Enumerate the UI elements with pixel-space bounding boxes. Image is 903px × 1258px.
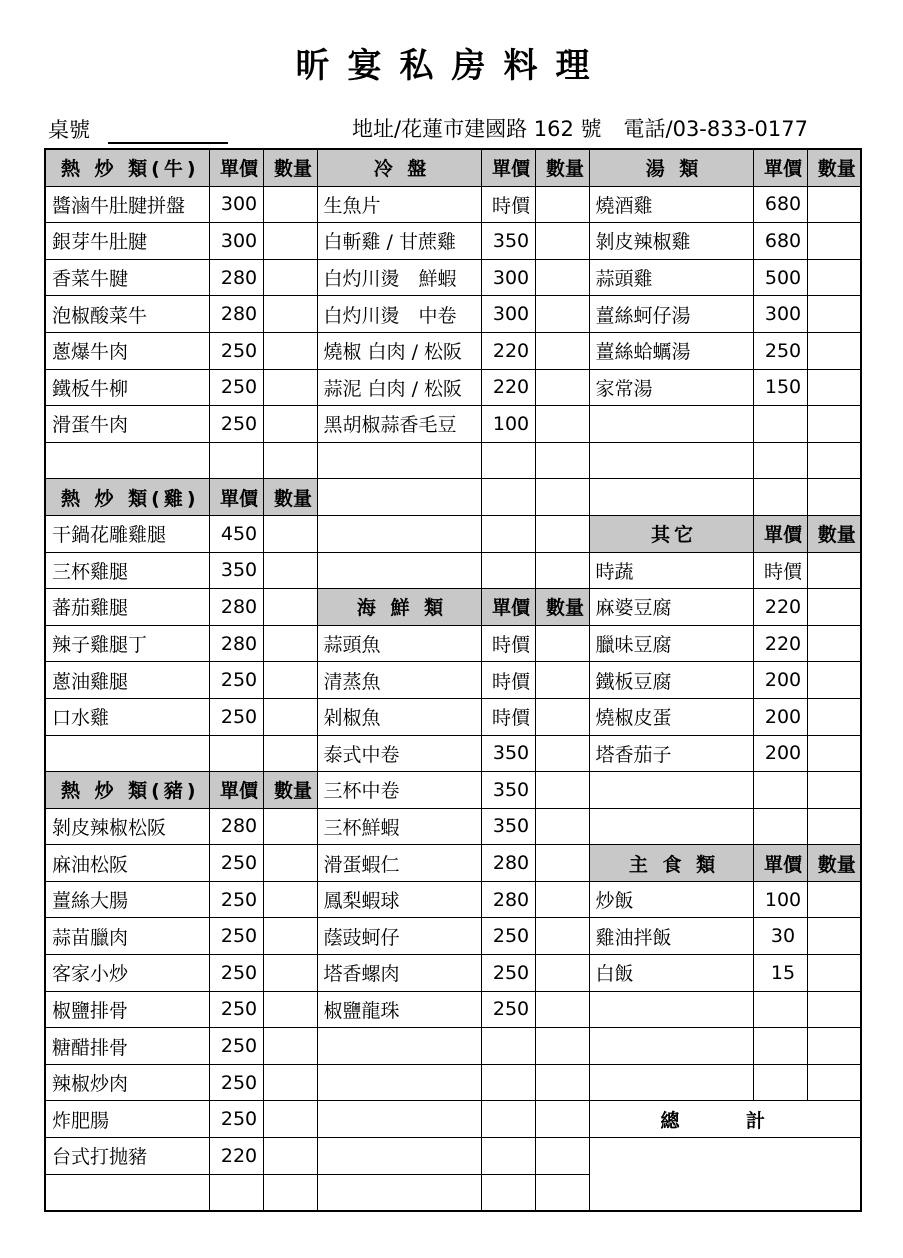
qty-cell[interactable]	[263, 808, 317, 845]
dish-price: 200	[753, 735, 807, 772]
menu-title: 昕宴私房料理	[295, 46, 608, 86]
dish-price: 200	[753, 698, 807, 735]
empty-cell	[481, 552, 535, 589]
dish-price: 500	[753, 259, 807, 296]
empty-cell	[45, 442, 209, 479]
dish-name: 白斬雞 / 甘蔗雞	[317, 223, 481, 260]
dish-price: 250	[209, 698, 263, 735]
qty-cell[interactable]	[807, 369, 861, 406]
qty-header: 數量	[535, 149, 589, 186]
dish-name: 辣子雞腿丁	[45, 625, 209, 662]
empty-cell	[535, 515, 589, 552]
qty-cell[interactable]	[535, 223, 589, 260]
dish-name: 剁椒魚	[317, 698, 481, 735]
qty-cell[interactable]	[807, 186, 861, 223]
dish-name: 黑胡椒蒜香毛豆	[317, 406, 481, 443]
dish-name: 鐵板牛柳	[45, 369, 209, 406]
dish-price: 250	[209, 662, 263, 699]
qty-cell[interactable]	[535, 698, 589, 735]
dish-price: 680	[753, 186, 807, 223]
dish-price: 220	[753, 589, 807, 626]
dish-name: 蒜頭魚	[317, 625, 481, 662]
empty-cell	[481, 515, 535, 552]
section-header-other: 其它	[589, 515, 753, 552]
table-number-line[interactable]	[108, 122, 228, 144]
dish-name: 鐵板豆腐	[589, 662, 753, 699]
menu-row	[45, 991, 861, 1028]
menu-row	[45, 918, 861, 955]
qty-cell[interactable]	[807, 735, 861, 772]
empty-cell	[263, 1174, 317, 1211]
dish-name: 客家小炒	[45, 955, 209, 992]
dish-name: 糖醋排骨	[45, 1028, 209, 1065]
qty-cell[interactable]	[263, 332, 317, 369]
dish-price: 350	[209, 552, 263, 589]
dish-price: 時價	[481, 698, 535, 735]
qty-header: 數量	[807, 149, 861, 186]
dish-name: 口水雞	[45, 698, 209, 735]
empty-cell	[317, 552, 481, 589]
price-header: 單價	[753, 515, 807, 552]
empty-cell	[589, 991, 753, 1028]
empty-cell	[317, 1174, 481, 1211]
qty-cell[interactable]	[807, 589, 861, 626]
qty-cell[interactable]	[535, 369, 589, 406]
dish-price: 250	[209, 369, 263, 406]
empty-cell	[481, 1174, 535, 1211]
dish-name: 辣椒炒肉	[45, 1064, 209, 1101]
section-header-beef: 熱 炒 類(牛)	[45, 149, 209, 186]
dish-name: 銀芽牛肚腱	[45, 223, 209, 260]
dish-name: 椒鹽排骨	[45, 991, 209, 1028]
section-header-staple: 主 食 類	[589, 845, 753, 882]
section-header-cold: 冷 盤	[317, 149, 481, 186]
empty-cell	[317, 1028, 481, 1065]
empty-cell	[535, 1101, 589, 1138]
qty-cell[interactable]	[263, 552, 317, 589]
empty-cell	[807, 442, 861, 479]
qty-header: 數量	[263, 149, 317, 186]
dish-name: 塔香螺肉	[317, 955, 481, 992]
qty-cell[interactable]	[807, 955, 861, 992]
qty-cell[interactable]	[535, 406, 589, 443]
empty-cell	[317, 479, 481, 516]
qty-cell[interactable]	[263, 955, 317, 992]
price-header: 單價	[209, 149, 263, 186]
dish-name: 燒椒皮蛋	[589, 698, 753, 735]
dish-name: 麻婆豆腐	[589, 589, 753, 626]
menu-row	[45, 223, 861, 260]
dish-price: 250	[209, 1028, 263, 1065]
empty-cell	[317, 442, 481, 479]
empty-cell	[753, 808, 807, 845]
dish-price: 200	[753, 662, 807, 699]
dish-price: 300	[209, 186, 263, 223]
qty-cell[interactable]	[263, 1138, 317, 1175]
dish-name: 滑蛋牛肉	[45, 406, 209, 443]
empty-cell	[807, 772, 861, 809]
price-header: 單價	[481, 149, 535, 186]
empty-cell	[317, 1064, 481, 1101]
dish-name: 塔香茄子	[589, 735, 753, 772]
dish-price: 280	[209, 296, 263, 333]
empty-cell	[807, 991, 861, 1028]
menu-row	[45, 698, 861, 735]
menu-row	[45, 589, 861, 626]
menu-row	[45, 1028, 861, 1065]
dish-price: 時價	[481, 186, 535, 223]
dish-price: 250	[209, 406, 263, 443]
total-amount-box[interactable]	[589, 1138, 861, 1212]
dish-name: 薑絲大腸	[45, 881, 209, 918]
empty-cell	[807, 406, 861, 443]
qty-cell[interactable]	[263, 662, 317, 699]
menu-row	[45, 259, 861, 296]
empty-cell	[209, 442, 263, 479]
qty-cell[interactable]	[535, 259, 589, 296]
dish-price: 250	[209, 1101, 263, 1138]
menu-row	[45, 735, 861, 772]
qty-cell[interactable]	[263, 1028, 317, 1065]
menu-row	[45, 479, 861, 516]
section-header-seafood: 海 鮮 類	[317, 589, 481, 626]
empty-cell	[45, 1174, 209, 1211]
menu-row	[45, 955, 861, 992]
qty-cell[interactable]	[535, 186, 589, 223]
dish-name: 蔭豉蚵仔	[317, 918, 481, 955]
dish-name: 燒酒雞	[589, 186, 753, 223]
qty-cell[interactable]	[535, 625, 589, 662]
menu-row	[45, 881, 861, 918]
dish-price: 300	[481, 296, 535, 333]
qty-cell[interactable]	[263, 845, 317, 882]
empty-cell	[753, 1064, 807, 1101]
qty-cell[interactable]	[263, 259, 317, 296]
qty-cell[interactable]	[263, 186, 317, 223]
empty-cell	[807, 808, 861, 845]
qty-cell[interactable]	[535, 662, 589, 699]
dish-name: 香菜牛腱	[45, 259, 209, 296]
price-header: 單價	[209, 479, 263, 516]
menu-row	[45, 406, 861, 443]
empty-cell	[481, 1138, 535, 1175]
empty-cell	[535, 442, 589, 479]
dish-price: 250	[209, 918, 263, 955]
dish-name: 燒椒 白肉 / 松阪	[317, 332, 481, 369]
dish-price: 250	[209, 881, 263, 918]
qty-header: 數量	[535, 589, 589, 626]
empty-cell	[481, 1028, 535, 1065]
dish-name: 蒜苗臘肉	[45, 918, 209, 955]
empty-cell	[589, 1064, 753, 1101]
menu-row	[45, 332, 861, 369]
qty-cell[interactable]	[807, 552, 861, 589]
empty-cell	[753, 442, 807, 479]
dish-name: 白飯	[589, 955, 753, 992]
dish-name: 泰式中卷	[317, 735, 481, 772]
dish-name: 三杯雞腿	[45, 552, 209, 589]
menu-row	[45, 552, 861, 589]
dish-price: 220	[209, 1138, 263, 1175]
empty-cell	[317, 1101, 481, 1138]
qty-cell[interactable]	[535, 735, 589, 772]
dish-price: 15	[753, 955, 807, 992]
section-header-chicken: 熱 炒 類(雞)	[45, 479, 209, 516]
empty-cell	[481, 1064, 535, 1101]
qty-header: 數量	[263, 772, 317, 809]
price-header: 單價	[209, 772, 263, 809]
dish-price: 220	[481, 332, 535, 369]
price-header: 單價	[481, 589, 535, 626]
qty-cell[interactable]	[263, 369, 317, 406]
qty-cell[interactable]	[807, 259, 861, 296]
order-table	[44, 148, 862, 1212]
menu-row	[45, 845, 861, 882]
dish-price: 250	[481, 918, 535, 955]
empty-cell	[317, 1138, 481, 1175]
dish-name: 椒鹽龍珠	[317, 991, 481, 1028]
dish-price: 300	[481, 259, 535, 296]
dish-name: 蕃茄雞腿	[45, 589, 209, 626]
dish-name: 蔥爆牛肉	[45, 332, 209, 369]
dish-price: 280	[209, 625, 263, 662]
qty-cell[interactable]	[263, 698, 317, 735]
dish-name: 清蒸魚	[317, 662, 481, 699]
empty-cell	[535, 1138, 589, 1175]
dish-price: 時價	[481, 625, 535, 662]
dish-price: 350	[481, 735, 535, 772]
section-header-pork: 熱 炒 類(豬)	[45, 772, 209, 809]
dish-name: 薑絲蚵仔湯	[589, 296, 753, 333]
empty-cell	[753, 406, 807, 443]
empty-cell	[753, 1028, 807, 1065]
dish-price: 100	[753, 881, 807, 918]
empty-cell	[209, 735, 263, 772]
dish-name: 剝皮辣椒雞	[589, 223, 753, 260]
qty-cell[interactable]	[807, 296, 861, 333]
dish-price: 100	[481, 406, 535, 443]
dish-price: 280	[481, 881, 535, 918]
empty-cell	[807, 1028, 861, 1065]
dish-name: 白灼川燙 中卷	[317, 296, 481, 333]
qty-cell[interactable]	[263, 515, 317, 552]
empty-cell	[535, 1064, 589, 1101]
qty-cell[interactable]	[807, 662, 861, 699]
empty-cell	[535, 1174, 589, 1211]
dish-name: 醬滷牛肚腱拼盤	[45, 186, 209, 223]
qty-cell[interactable]	[807, 223, 861, 260]
empty-cell	[589, 808, 753, 845]
qty-cell[interactable]	[535, 991, 589, 1028]
qty-cell[interactable]	[807, 625, 861, 662]
dish-price: 280	[209, 259, 263, 296]
empty-cell	[481, 442, 535, 479]
menu-row	[45, 515, 861, 552]
qty-header: 數量	[263, 479, 317, 516]
menu-row	[45, 772, 861, 809]
dish-price: 250	[209, 955, 263, 992]
qty-header: 數量	[807, 845, 861, 882]
dish-price: 350	[481, 808, 535, 845]
dish-name: 蒜泥 白肉 / 松阪	[317, 369, 481, 406]
empty-cell	[209, 1174, 263, 1211]
dish-price: 時價	[753, 552, 807, 589]
dish-name: 滑蛋蝦仁	[317, 845, 481, 882]
dish-price: 250	[209, 332, 263, 369]
menu-row	[45, 1138, 861, 1175]
price-header: 單價	[753, 845, 807, 882]
dish-name: 三杯中卷	[317, 772, 481, 809]
empty-cell	[807, 479, 861, 516]
dish-name: 台式打抛豬	[45, 1138, 209, 1175]
qty-cell[interactable]	[535, 332, 589, 369]
dish-name: 三杯鮮蝦	[317, 808, 481, 845]
dish-name: 蒜頭雞	[589, 259, 753, 296]
empty-cell	[481, 1101, 535, 1138]
qty-cell[interactable]	[535, 808, 589, 845]
empty-cell	[753, 991, 807, 1028]
dish-price: 250	[481, 955, 535, 992]
qty-cell[interactable]	[263, 918, 317, 955]
empty-cell	[535, 552, 589, 589]
dish-name: 麻油松阪	[45, 845, 209, 882]
qty-cell[interactable]	[263, 991, 317, 1028]
qty-header: 數量	[807, 515, 861, 552]
dish-price: 250	[481, 991, 535, 1028]
dish-name: 剝皮辣椒松阪	[45, 808, 209, 845]
empty-cell	[535, 479, 589, 516]
qty-cell[interactable]	[807, 881, 861, 918]
empty-cell	[753, 772, 807, 809]
dish-name: 時蔬	[589, 552, 753, 589]
qty-cell[interactable]	[263, 1101, 317, 1138]
menu-row	[45, 442, 861, 479]
dish-price: 220	[753, 625, 807, 662]
menu-row	[45, 296, 861, 333]
dish-price: 時價	[481, 662, 535, 699]
dish-price: 300	[209, 223, 263, 260]
table-number-field[interactable]	[48, 114, 228, 144]
empty-cell	[807, 1064, 861, 1101]
table-number-label: 桌號	[48, 118, 90, 142]
dish-price: 280	[481, 845, 535, 882]
qty-cell[interactable]	[263, 881, 317, 918]
dish-price: 250	[209, 1064, 263, 1101]
phone: 電話/03-833-0177	[623, 117, 808, 141]
section-header-soup: 湯 類	[589, 149, 753, 186]
dish-name: 雞油拌飯	[589, 918, 753, 955]
dish-price: 280	[209, 589, 263, 626]
empty-cell	[263, 735, 317, 772]
empty-cell	[589, 772, 753, 809]
empty-cell	[589, 1028, 753, 1065]
total-label: 總 計	[589, 1101, 861, 1138]
dish-name: 干鍋花雕雞腿	[45, 515, 209, 552]
dish-price: 350	[481, 223, 535, 260]
empty-cell	[317, 515, 481, 552]
qty-cell[interactable]	[263, 296, 317, 333]
dish-name: 臘味豆腐	[589, 625, 753, 662]
menu-row	[45, 1101, 861, 1138]
qty-cell[interactable]	[535, 772, 589, 809]
qty-cell[interactable]	[807, 698, 861, 735]
empty-cell	[263, 442, 317, 479]
dish-price: 250	[209, 991, 263, 1028]
dish-name: 生魚片	[317, 186, 481, 223]
qty-cell[interactable]	[535, 845, 589, 882]
dish-name: 家常湯	[589, 369, 753, 406]
qty-cell[interactable]	[807, 918, 861, 955]
dish-price: 350	[481, 772, 535, 809]
menu-row	[45, 808, 861, 845]
qty-cell[interactable]	[535, 955, 589, 992]
dish-price: 680	[753, 223, 807, 260]
qty-cell[interactable]	[263, 223, 317, 260]
dish-price: 30	[753, 918, 807, 955]
empty-cell	[45, 735, 209, 772]
empty-cell	[753, 479, 807, 516]
qty-cell[interactable]	[263, 406, 317, 443]
menu-row	[45, 149, 861, 186]
dish-price: 450	[209, 515, 263, 552]
menu-row	[45, 662, 861, 699]
dish-price: 300	[753, 296, 807, 333]
dish-name: 薑絲蛤蠣湯	[589, 332, 753, 369]
menu-row	[45, 369, 861, 406]
menu-row	[45, 625, 861, 662]
qty-cell[interactable]	[535, 918, 589, 955]
qty-cell[interactable]	[263, 625, 317, 662]
dish-name: 泡椒酸菜牛	[45, 296, 209, 333]
empty-cell	[481, 479, 535, 516]
qty-cell[interactable]	[535, 296, 589, 333]
price-header: 單價	[753, 149, 807, 186]
qty-cell[interactable]	[263, 589, 317, 626]
dish-price: 280	[209, 808, 263, 845]
empty-cell	[589, 479, 753, 516]
contact-info	[352, 113, 808, 143]
qty-cell[interactable]	[807, 332, 861, 369]
empty-cell	[589, 442, 753, 479]
qty-cell[interactable]	[535, 881, 589, 918]
menu-row	[45, 186, 861, 223]
address: 地址/花蓮市建國路 162 號	[352, 117, 602, 141]
qty-cell[interactable]	[263, 1064, 317, 1101]
dish-name: 白灼川燙 鮮蝦	[317, 259, 481, 296]
dish-price: 150	[753, 369, 807, 406]
dish-name: 鳳梨蝦球	[317, 881, 481, 918]
menu-row	[45, 1064, 861, 1101]
empty-cell	[535, 1028, 589, 1065]
empty-cell	[589, 406, 753, 443]
dish-price: 220	[481, 369, 535, 406]
dish-name: 炒飯	[589, 881, 753, 918]
dish-price: 250	[753, 332, 807, 369]
dish-name: 蔥油雞腿	[45, 662, 209, 699]
dish-price: 250	[209, 845, 263, 882]
dish-name: 炸肥腸	[45, 1101, 209, 1138]
